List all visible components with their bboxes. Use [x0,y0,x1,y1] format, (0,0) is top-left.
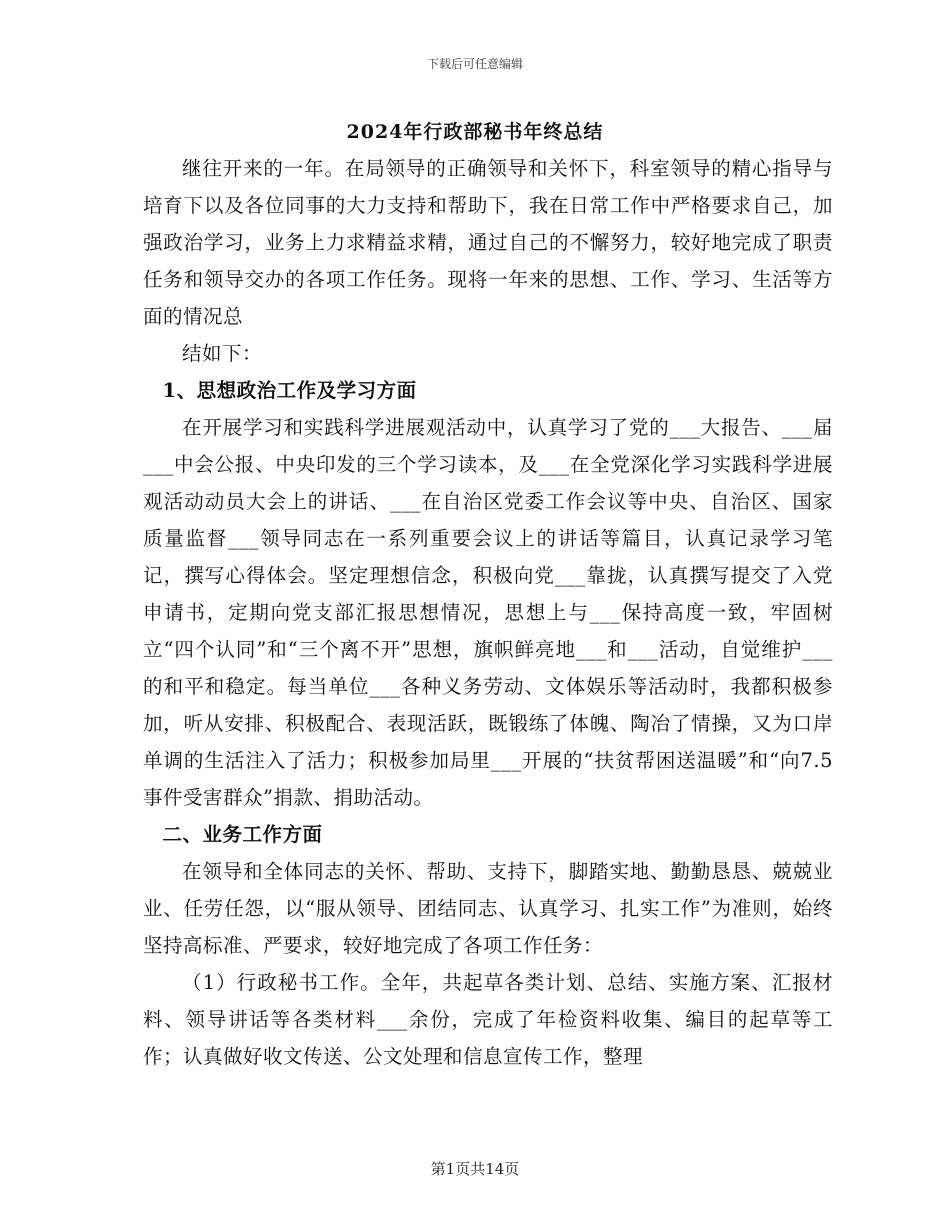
document-title: 2024年行政部秘书年终总结 [346,121,604,143]
header-note: 下载后可任意编辑 [426,57,523,71]
intro-paragraph: 继往开来的一年。在局领导的正确领导和关怀下，科室领导的精心指导与培育下以及各位同事的大力支持和帮助下，我在日常工作中严格要求自己，加强政治学习，业务上力求精益求精，通过自己的不懈努力，较好地完成了职责任务和领导交办的各项工作任务。现将一年来的思想、工作、学习、生活等方面的情况总 [143,157,833,328]
secretary-work-paragraph: （1）行政秘书工作。全年，共起草各类计划、总结、实施方案、汇报材料、领导讲话等各类材料___余份，完成了年检资料收集、编目的起草等工作；认真做好收文传送、公文处理和信息宣传工作，整理 [143,971,833,1068]
section-heading-political: 1、思想政治工作及学习方面 [162,379,417,402]
section-heading-business: 二、业务工作方面 [162,823,323,846]
political-paragraph: 在开展学习和实践科学进展观活动中，认真学习了党的___大报告、___届___中会公报、中央印发的三个学习读本，及___在全党深化学习实践科学进展观活动动员大会上的讲话、___在自治区党委工作会议等中央、自治区、国家质量监督___领导同志在一系列重要会议上的讲话等篇目，认真记录学习笔记，撰写心得体会。坚定理想信念，积极向党___靠拢，认真撰写提交了入党申请书，定期向党支部汇报思想情况，思想上与___保持高度一致，牢固树立“四个认同”和“三个离不开”思想，旗帜鲜亮地___和___活动，自觉维护___的和平和稳定。每当单位___各种义务劳动、文体娱乐等活动时，我都积极参加，听从安排、积极配合、表现活跃，既锻练了体魄、陶冶了情操，又为口岸单调的生活注入了活力；积极参加局里___开展的“扶贫帮困送温暖”和“向7.5事件受害群众”捐款、捐助活动。 [143,416,833,809]
document-body [143,150,833,1075]
intro-continuation: 结如下： [182,342,263,365]
page-number: 第1页共14页 [430,1160,520,1178]
business-paragraph: 在领导和全体同志的关怀、帮助、支持下，脚踏实地、勤勤恳恳、兢兢业业、任劳任怨，以“服从领导、团结同志、认真学习、扎实工作”为准则，始终坚持高标准、严要求，较好地完成了各项工作任务： [143,860,833,957]
